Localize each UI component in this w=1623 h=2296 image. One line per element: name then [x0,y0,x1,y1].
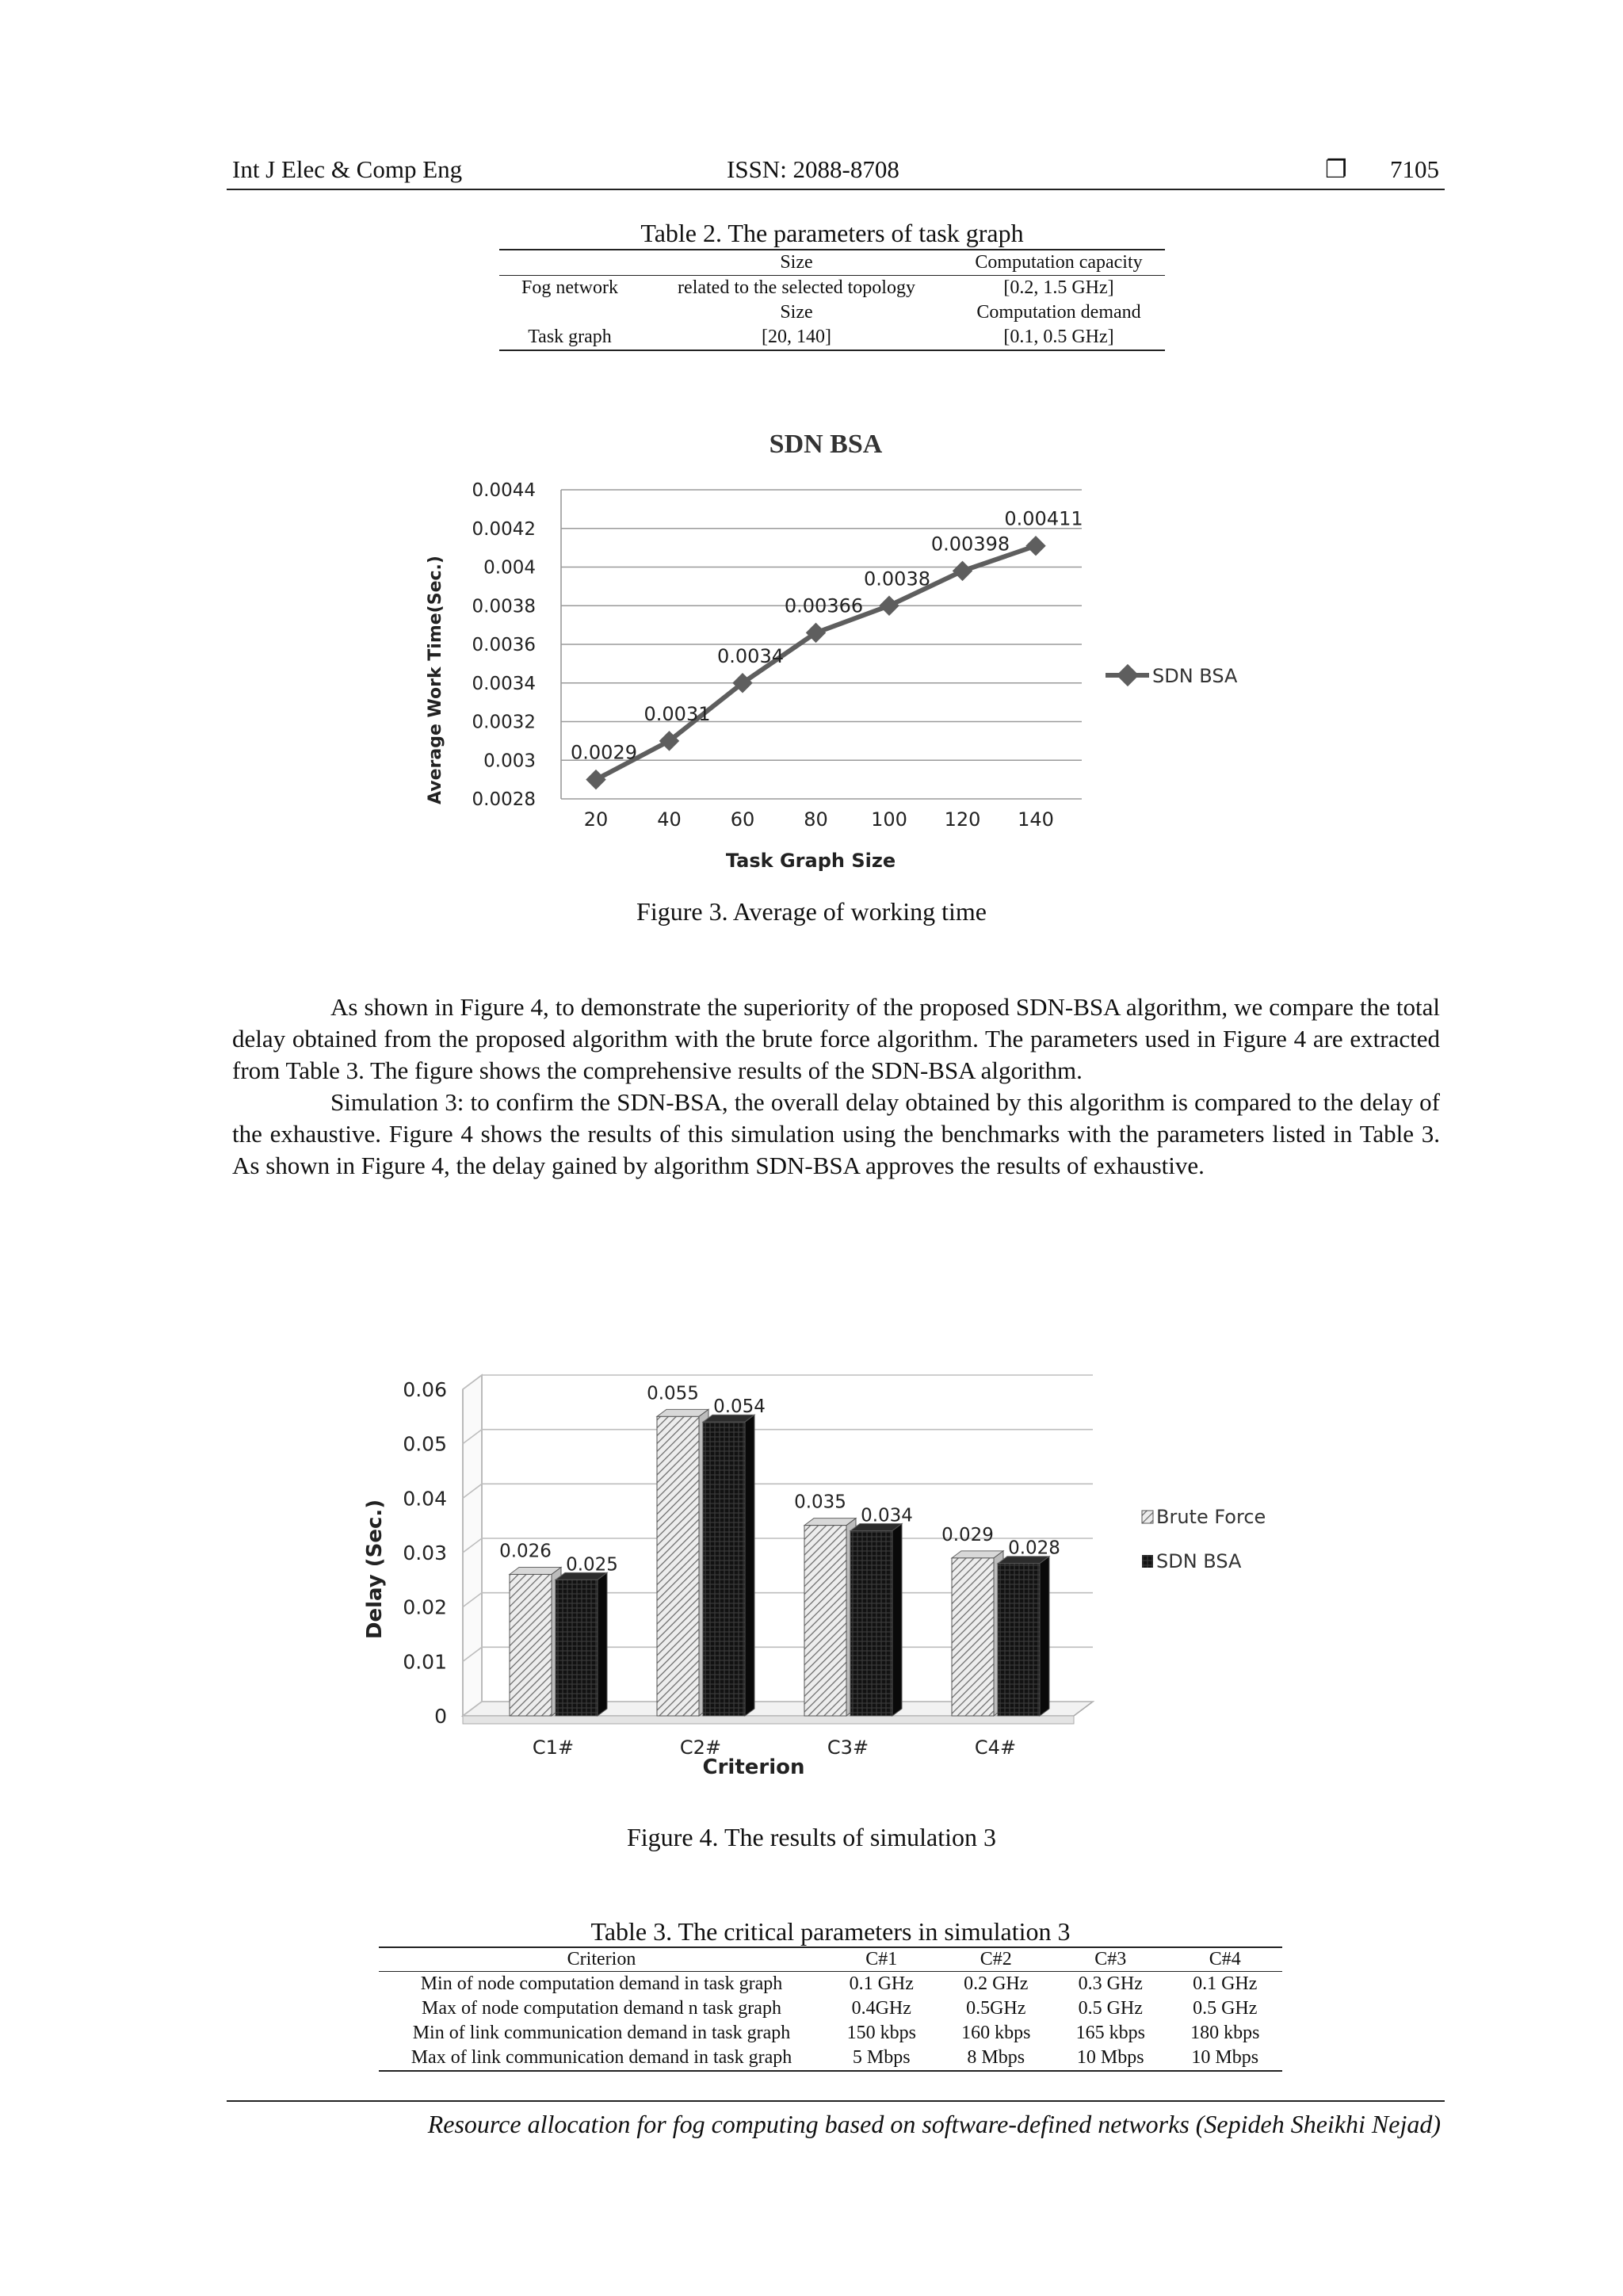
gridline [463,1484,1093,1498]
table-cell [499,250,640,276]
body-text [232,991,1440,1182]
bar [510,1574,552,1716]
data-point [1025,536,1045,556]
table-cell: 180 kbps [1190,2023,1260,2043]
table-cell: related to the selected topology [678,277,915,298]
chart-title: SDN BSA [769,430,883,459]
y-tick-label: 0.0028 [472,789,536,810]
y-axis-label: Average Work Time(Sec.) [426,556,445,804]
y-tick-label: 0.01 [403,1650,447,1674]
data-label: 0.0038 [864,567,930,590]
x-tick-label: C3# [827,1736,869,1759]
header-rule [227,189,1445,190]
table-cell: [20, 140] [762,327,831,347]
table-row [499,300,1165,325]
figure4-caption: Figure 4. The results of simulation 3 [626,1823,997,1851]
data-label: 0.026 [499,1541,552,1562]
data-point [586,770,605,789]
bar [657,1416,699,1716]
column-header: C#4 [1209,1949,1241,1969]
legend [1142,1506,1266,1572]
table-cell: 0.2 GHz [964,1973,1029,1994]
paragraph: As shown in Figure 4, to demonstrate the superiority of the proposed SDN-BSA algorithm, we compare the total delay obtained from the proposed algorithm with the brute force algorithm. The parameters used in Figure 4 are extracted from Table 3. The figure shows the comprehensive results of the SDN-BSA algorithm. [232,993,1440,1084]
x-tick-label: 140 [1018,808,1054,831]
data-label: 0.0031 [643,702,711,725]
series-line [596,546,1036,780]
y-tick-label: 0.004 [483,557,536,579]
column-header: C#2 [980,1949,1012,1969]
y-tick-label: 0.03 [403,1541,447,1564]
table-row [499,276,1165,301]
column-header: Criterion [567,1949,636,1969]
table-cell: Computation capacity [975,252,1143,273]
data-label: 0.00411 [1004,507,1083,530]
bar [556,1580,598,1716]
data-label: 0.00366 [784,594,864,617]
table-cell: 10 Mbps [1191,2047,1259,2068]
table2 [499,249,1165,351]
table-cell: 0.5 GHz [1078,1998,1143,2019]
table-cell: Fog network [521,277,618,298]
legend-label-brute-force: Brute Force [1156,1506,1266,1528]
journal-name: Int J Elec & Comp Eng [232,155,463,183]
figure4-chart [361,1316,1312,1807]
bar [804,1526,846,1716]
legend-marker [1117,664,1139,686]
table-cell: 0.3 GHz [1078,1973,1143,1994]
floor-edge [463,1716,1074,1724]
running-title: Resource allocation for fog computing based on software-defined networks (Sepideh Sheikhi Nejad) [427,2110,1441,2138]
x-tick-label: 100 [871,808,907,831]
bar [850,1531,892,1716]
table-cell: Min of link communication demand in task graph [412,2023,791,2043]
y-tick-label: 0.02 [403,1595,447,1619]
table-cell: [0.2, 1.5 GHz] [1003,277,1114,298]
figure3-chart [412,412,1284,904]
table-cell: 0.1 GHz [849,1973,914,1994]
page-symbol: ❐ [1325,155,1347,183]
table-row [499,250,1165,276]
table-cell: 10 Mbps [1076,2047,1144,2068]
y-tick-label: 0.0032 [472,712,536,733]
column-header: C#3 [1094,1949,1127,1969]
table2-caption: Table 2. The parameters of task graph [640,219,1024,247]
table-cell: Max of node computation demand n task graph [422,1998,781,2019]
legend [1106,664,1238,687]
gridline [463,1375,1093,1389]
column-header: C#1 [865,1949,898,1969]
y-tick-label: 0.0036 [472,635,536,655]
y-axis-label: Delay (Sec.) [363,1499,387,1640]
legend-swatch-brute-force [1142,1511,1153,1523]
data-label: 0.028 [1008,1538,1060,1559]
data-label: 0.034 [861,1505,913,1526]
table-cell: Computation demand [976,302,1141,323]
x-tick-label: C4# [974,1736,1017,1759]
table-row [379,1996,1282,2021]
table-cell: 8 Mbps [967,2047,1025,2068]
data-label: 0.0034 [717,644,784,667]
table3-caption: Table 3. The critical parameters in simulation 3 [590,1917,1071,1946]
bar-side [598,1572,607,1716]
bar-side [892,1524,902,1716]
footer-rule [227,2100,1445,2102]
table-cell: Max of link communication demand in task graph [411,2047,792,2068]
table-cell: 0.4GHz [851,1998,911,2019]
data-label: 0.025 [566,1554,618,1576]
legend-swatch-sdn-bsa [1142,1555,1153,1568]
data-label: 0.00398 [930,533,1010,556]
y-tick-label: 0.003 [483,751,536,772]
y-tick-label: 0.0038 [472,596,536,617]
table-cell: Size [780,252,813,273]
y-tick-label: 0.05 [403,1432,447,1456]
table-header-row [379,1947,1282,1972]
y-tick-label: 0.0044 [472,480,536,501]
table3 [379,1946,1282,2072]
table-cell: 0.5GHz [966,1998,1026,2019]
y-tick-label: 0 [434,1705,447,1728]
x-tick-label: 120 [944,808,981,831]
data-label: 0.054 [713,1396,766,1418]
table-cell: 160 kbps [961,2023,1031,2043]
bar [703,1422,745,1716]
table-cell: Size [780,302,813,323]
legend-label-sdn-bsa: SDN BSA [1156,1550,1242,1572]
bar-side [745,1415,754,1716]
data-point [953,561,972,581]
x-tick-label: C2# [679,1736,722,1759]
gridline [463,1538,1093,1553]
y-tick-label: 0.0034 [472,673,536,694]
x-axis-label: Task Graph Size [725,850,896,872]
x-tick-label: 20 [583,808,609,831]
table-cell: 165 kbps [1075,2023,1145,2043]
table-row [499,325,1165,350]
table-row [379,1972,1282,1997]
table-cell: 0.1 GHz [1193,1973,1258,1994]
page-number: 7105 [1390,155,1439,183]
legend-label: SDN BSA [1152,665,1238,687]
table-cell: [0.1, 0.5 GHz] [1003,327,1114,347]
data-label: 0.0029 [571,741,637,764]
table-cell [499,300,640,325]
x-tick-label: 60 [730,808,755,831]
table-cell: 150 kbps [846,2023,916,2043]
paragraph: Simulation 3: to confirm the SDN-BSA, the overall delay obtained by this algorithm is compared to the delay of the exhaustive. Figure 4 shows the results of this simulation using the benchmarks with the parameters listed in Table 3. As shown in Figure 4, the delay gained by algorithm SDN-BSA approves the results of exhaustive. [232,1088,1440,1179]
figure3-caption: Figure 3. Average of working time [636,897,987,926]
x-tick-label: 40 [657,808,682,831]
data-label: 0.029 [941,1524,994,1545]
table-cell: 5 Mbps [852,2047,911,2068]
data-point [879,596,899,616]
data-label: 0.035 [794,1492,846,1513]
table-cell: 0.5 GHz [1193,1998,1258,2019]
y-tick-label: 0.06 [403,1378,447,1401]
y-tick-label: 0.04 [403,1487,447,1511]
issn: ISSN: 2088-8708 [727,155,899,183]
bar [952,1558,994,1716]
table-row [379,2021,1282,2046]
x-axis-label: Criterion [702,1755,805,1779]
x-tick-label: C1# [532,1736,575,1759]
table-cell: Min of node computation demand in task graph [420,1973,783,1994]
bar [998,1564,1040,1716]
bar-side [1040,1557,1049,1716]
x-tick-label: 80 [804,808,828,831]
gridline [463,1430,1093,1444]
y-tick-label: 0.0042 [472,518,536,540]
table-row [379,2046,1282,2071]
table-cell: Task graph [528,327,612,347]
data-label: 0.055 [647,1383,699,1404]
